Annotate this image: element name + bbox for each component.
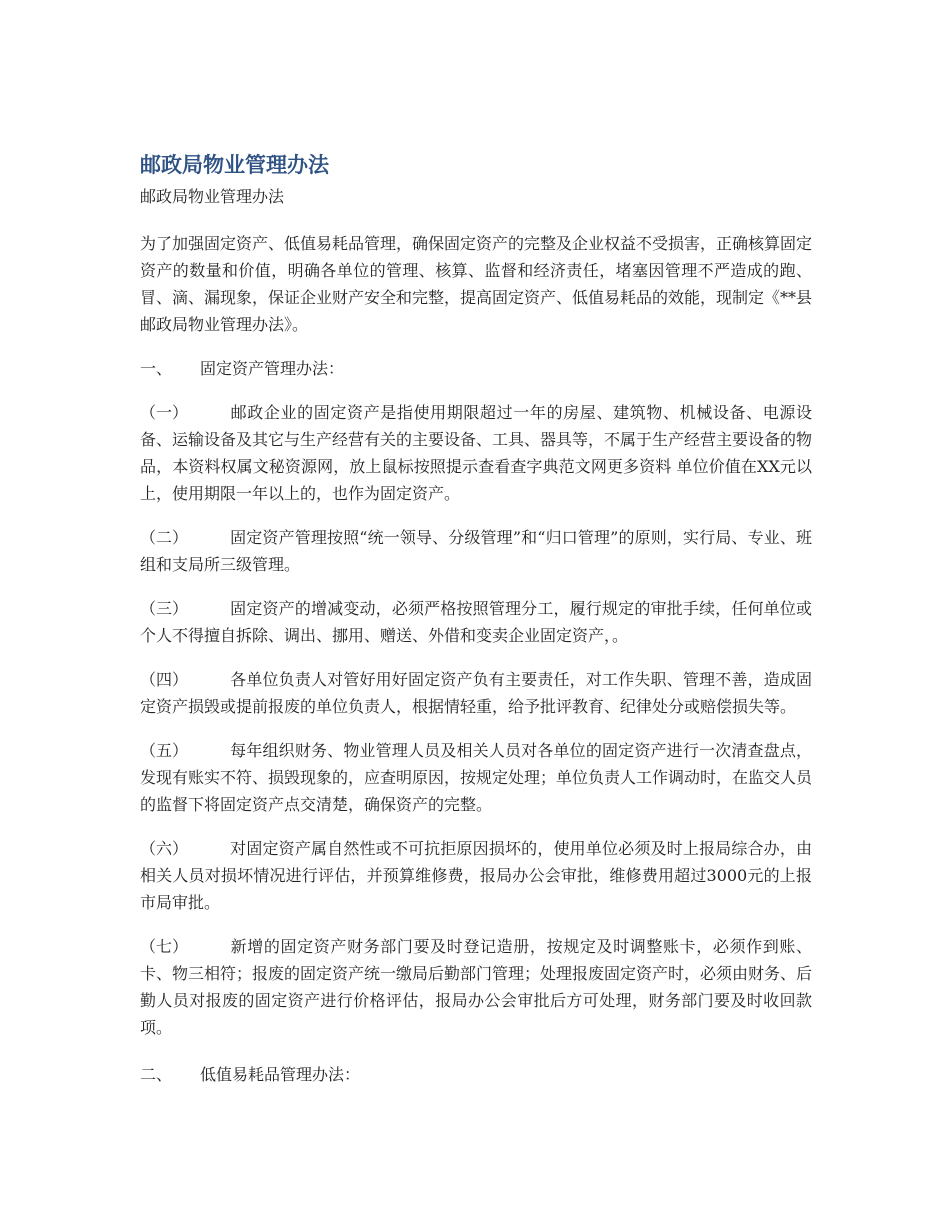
list-item bbox=[140, 737, 812, 818]
document-title: 邮政局物业管理办法 bbox=[140, 153, 329, 177]
item-number: （一） bbox=[140, 403, 189, 422]
section-heading-text: 低值易耗品管理办法： bbox=[200, 1065, 361, 1084]
document-page bbox=[140, 150, 812, 1088]
item-text: 对固定资产属自然性或不可抗拒原因损坏的，使用单位必须及时上报局综合办，由相关人员对损坏情况进行评估，并预算维修费，报局办公会审批，维修费用超过3000元的上报市局审批。 bbox=[140, 839, 812, 912]
item-text: 邮政企业的固定资产是指使用期限超过一年的房屋、建筑物、机械设备、电源设备、运输设备及其它与生产经营有关的主要设备、工具、器具等，不属于生产经营主要设备的物品，本资料权属文秘资源网，放上鼠标按照提示查看查字典范文网更多资料 单位价值在XX元以上，使用期限一年以上的，也作为固定资产。 bbox=[140, 403, 813, 503]
item-number: （五） bbox=[140, 741, 189, 760]
section-heading-text: 固定资产管理办法： bbox=[200, 359, 345, 378]
section-heading-2 bbox=[140, 1061, 812, 1088]
section-number: 一、 bbox=[140, 359, 173, 378]
list-item bbox=[140, 666, 812, 720]
list-item bbox=[140, 933, 812, 1041]
list-item bbox=[140, 595, 812, 649]
item-number: （七） bbox=[140, 937, 189, 956]
item-text: 新增的固定资产财务部门要及时登记造册，按规定及时调整账卡，必须作到账、卡、物三相符；报废的固定资产统一缴局后勤部门管理；处理报废固定资产时，必须由财务、后勤人员对报废的固定资产进行价格评估，报局办公会审批后方可处理，财务部门要及时收回款项。 bbox=[140, 937, 813, 1037]
item-number: （二） bbox=[140, 528, 189, 547]
intro-paragraph: 为了加强固定资产、低值易耗品管理，确保固定资产的完整及企业权益不受损害，正确核算固定资产的数量和价值，明确各单位的管理、核算、监督和经济责任，堵塞因管理不严造成的跑、冒、滴、漏现象，保证企业财产安全和完整，提高固定资产、低值易耗品的效能，现制定《**县邮政局物业管理办法》。 bbox=[140, 234, 813, 334]
section-number: 二、 bbox=[140, 1065, 173, 1084]
item-number: （三） bbox=[140, 599, 189, 618]
item-text: 各单位负责人对管好用好固定资产负有主要责任，对工作失职、管理不善，造成固定资产损毁或提前报废的单位负责人，根据情轻重，给予批评教育、纪律处分或赔偿损失等。 bbox=[140, 670, 812, 716]
document-subtitle: 邮政局物业管理办法 bbox=[140, 187, 285, 206]
item-text: 每年组织财务、物业管理人员及相关人员对各单位的固定资产进行一次清查盘点，发现有账实不符、损毁现象的，应查明原因，按规定处理；单位负责人工作调动时，在监交人员的监督下将固定资产点交清楚，确保资产的完整。 bbox=[140, 741, 813, 814]
list-item bbox=[140, 524, 812, 578]
list-item bbox=[140, 399, 812, 507]
section-heading-1 bbox=[140, 355, 812, 382]
list-item bbox=[140, 835, 812, 916]
item-number: （六） bbox=[140, 839, 189, 858]
item-number: （四） bbox=[140, 670, 189, 689]
item-text: 固定资产的增减变动，必须严格按照管理分工，履行规定的审批手续，任何单位或个人不得擅自拆除、调出、挪用、赠送、外借和变卖企业固定资产，。 bbox=[140, 599, 812, 645]
item-text: 固定资产管理按照“统一领导、分级管理”和“归口管理”的原则，实行局、专业、班组和支局所三级管理。 bbox=[140, 528, 812, 574]
